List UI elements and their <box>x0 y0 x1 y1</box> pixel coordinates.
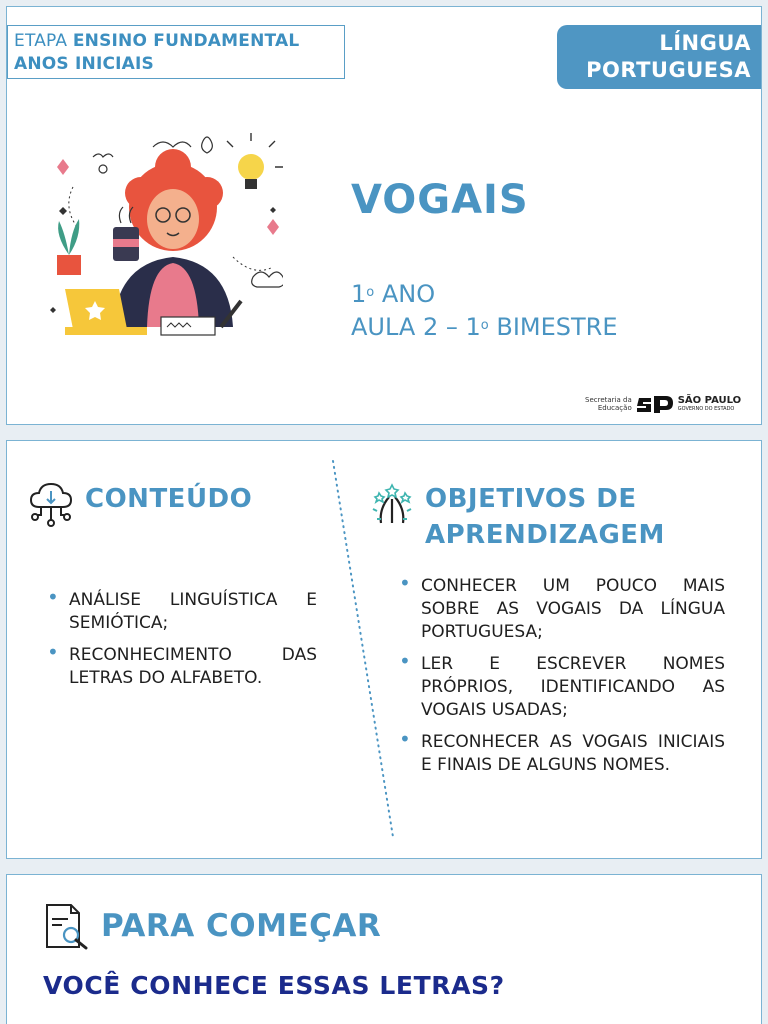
list-item: • LER E ESCREVER NOMES PRÓPRIOS, IDENTIFICANDO AS VOGAIS USADAS; <box>397 653 725 722</box>
sp-subtitle: GOVERNO DO ESTADO <box>677 406 735 412</box>
secretaria-line1: Secretaria da <box>585 396 632 404</box>
objectives-title-line1: OBJETIVOS DE <box>425 484 637 514</box>
list-item: • CONHECER UM POUCO MAIS SOBRE AS VOGAIS DA LÍNGUA PORTUGUESA; <box>397 575 725 644</box>
lesson-prefix: AULA 2 – 1 <box>351 313 481 341</box>
stage-prefix: ETAPA <box>14 31 68 51</box>
document-search-icon <box>43 901 91 951</box>
objectives-title <box>425 481 665 553</box>
start-title: PARA COMEÇAR <box>101 908 382 944</box>
subject-tab <box>557 25 761 89</box>
lesson-ordinal: o <box>480 318 489 333</box>
objectives-heading <box>369 481 665 553</box>
objectives-title-line2: APRENDIZAGEM <box>425 520 665 550</box>
subject-line1: LÍNGUA <box>659 31 751 55</box>
grade-number: 1 <box>351 280 367 308</box>
teacher-illustration <box>43 127 283 347</box>
overview-slide <box>6 440 762 859</box>
lesson-title: VOGAIS <box>351 177 529 223</box>
grade-info <box>351 277 618 343</box>
lesson-line <box>351 310 618 343</box>
lesson-suffix: BIMESTRE <box>496 313 618 341</box>
subject-line2: PORTUGUESA <box>586 58 751 82</box>
sp-logo-text <box>678 396 741 412</box>
cloud-network-icon <box>29 481 75 527</box>
content-title: CONTEÚDO <box>85 484 253 514</box>
objectives-list <box>397 575 725 786</box>
government-logo <box>585 393 751 415</box>
stage-label <box>7 25 345 79</box>
sp-title: SÃO PAULO <box>677 395 742 406</box>
stage-line2: ANOS INICIAIS <box>14 54 155 74</box>
start-heading <box>43 901 381 951</box>
sp-logo-icon <box>637 395 673 413</box>
secretaria-label <box>585 396 632 412</box>
start-question: VOCÊ CONHECE ESSAS LETRAS? <box>43 971 505 1000</box>
list-item: • RECONHECIMENTO DAS LETRAS DO ALFABETO. <box>45 644 317 690</box>
content-list <box>45 589 317 699</box>
grade-line <box>351 277 618 310</box>
list-item: • ANÁLISE LINGUÍSTICA E SEMIÓTICA; <box>45 589 317 635</box>
start-slide <box>6 874 762 1024</box>
fireworks-icon <box>369 481 415 527</box>
grade-label: ANO <box>381 280 436 308</box>
secretaria-line2: Educação <box>597 404 632 412</box>
content-heading <box>29 481 252 527</box>
grade-ordinal: o <box>366 285 375 300</box>
stage-line1: ENSINO FUNDAMENTAL <box>72 31 300 51</box>
list-item: • RECONHECER AS VOGAIS INICIAIS E FINAIS DE ALGUNS NOMES. <box>397 731 725 777</box>
cover-slide <box>6 6 762 425</box>
